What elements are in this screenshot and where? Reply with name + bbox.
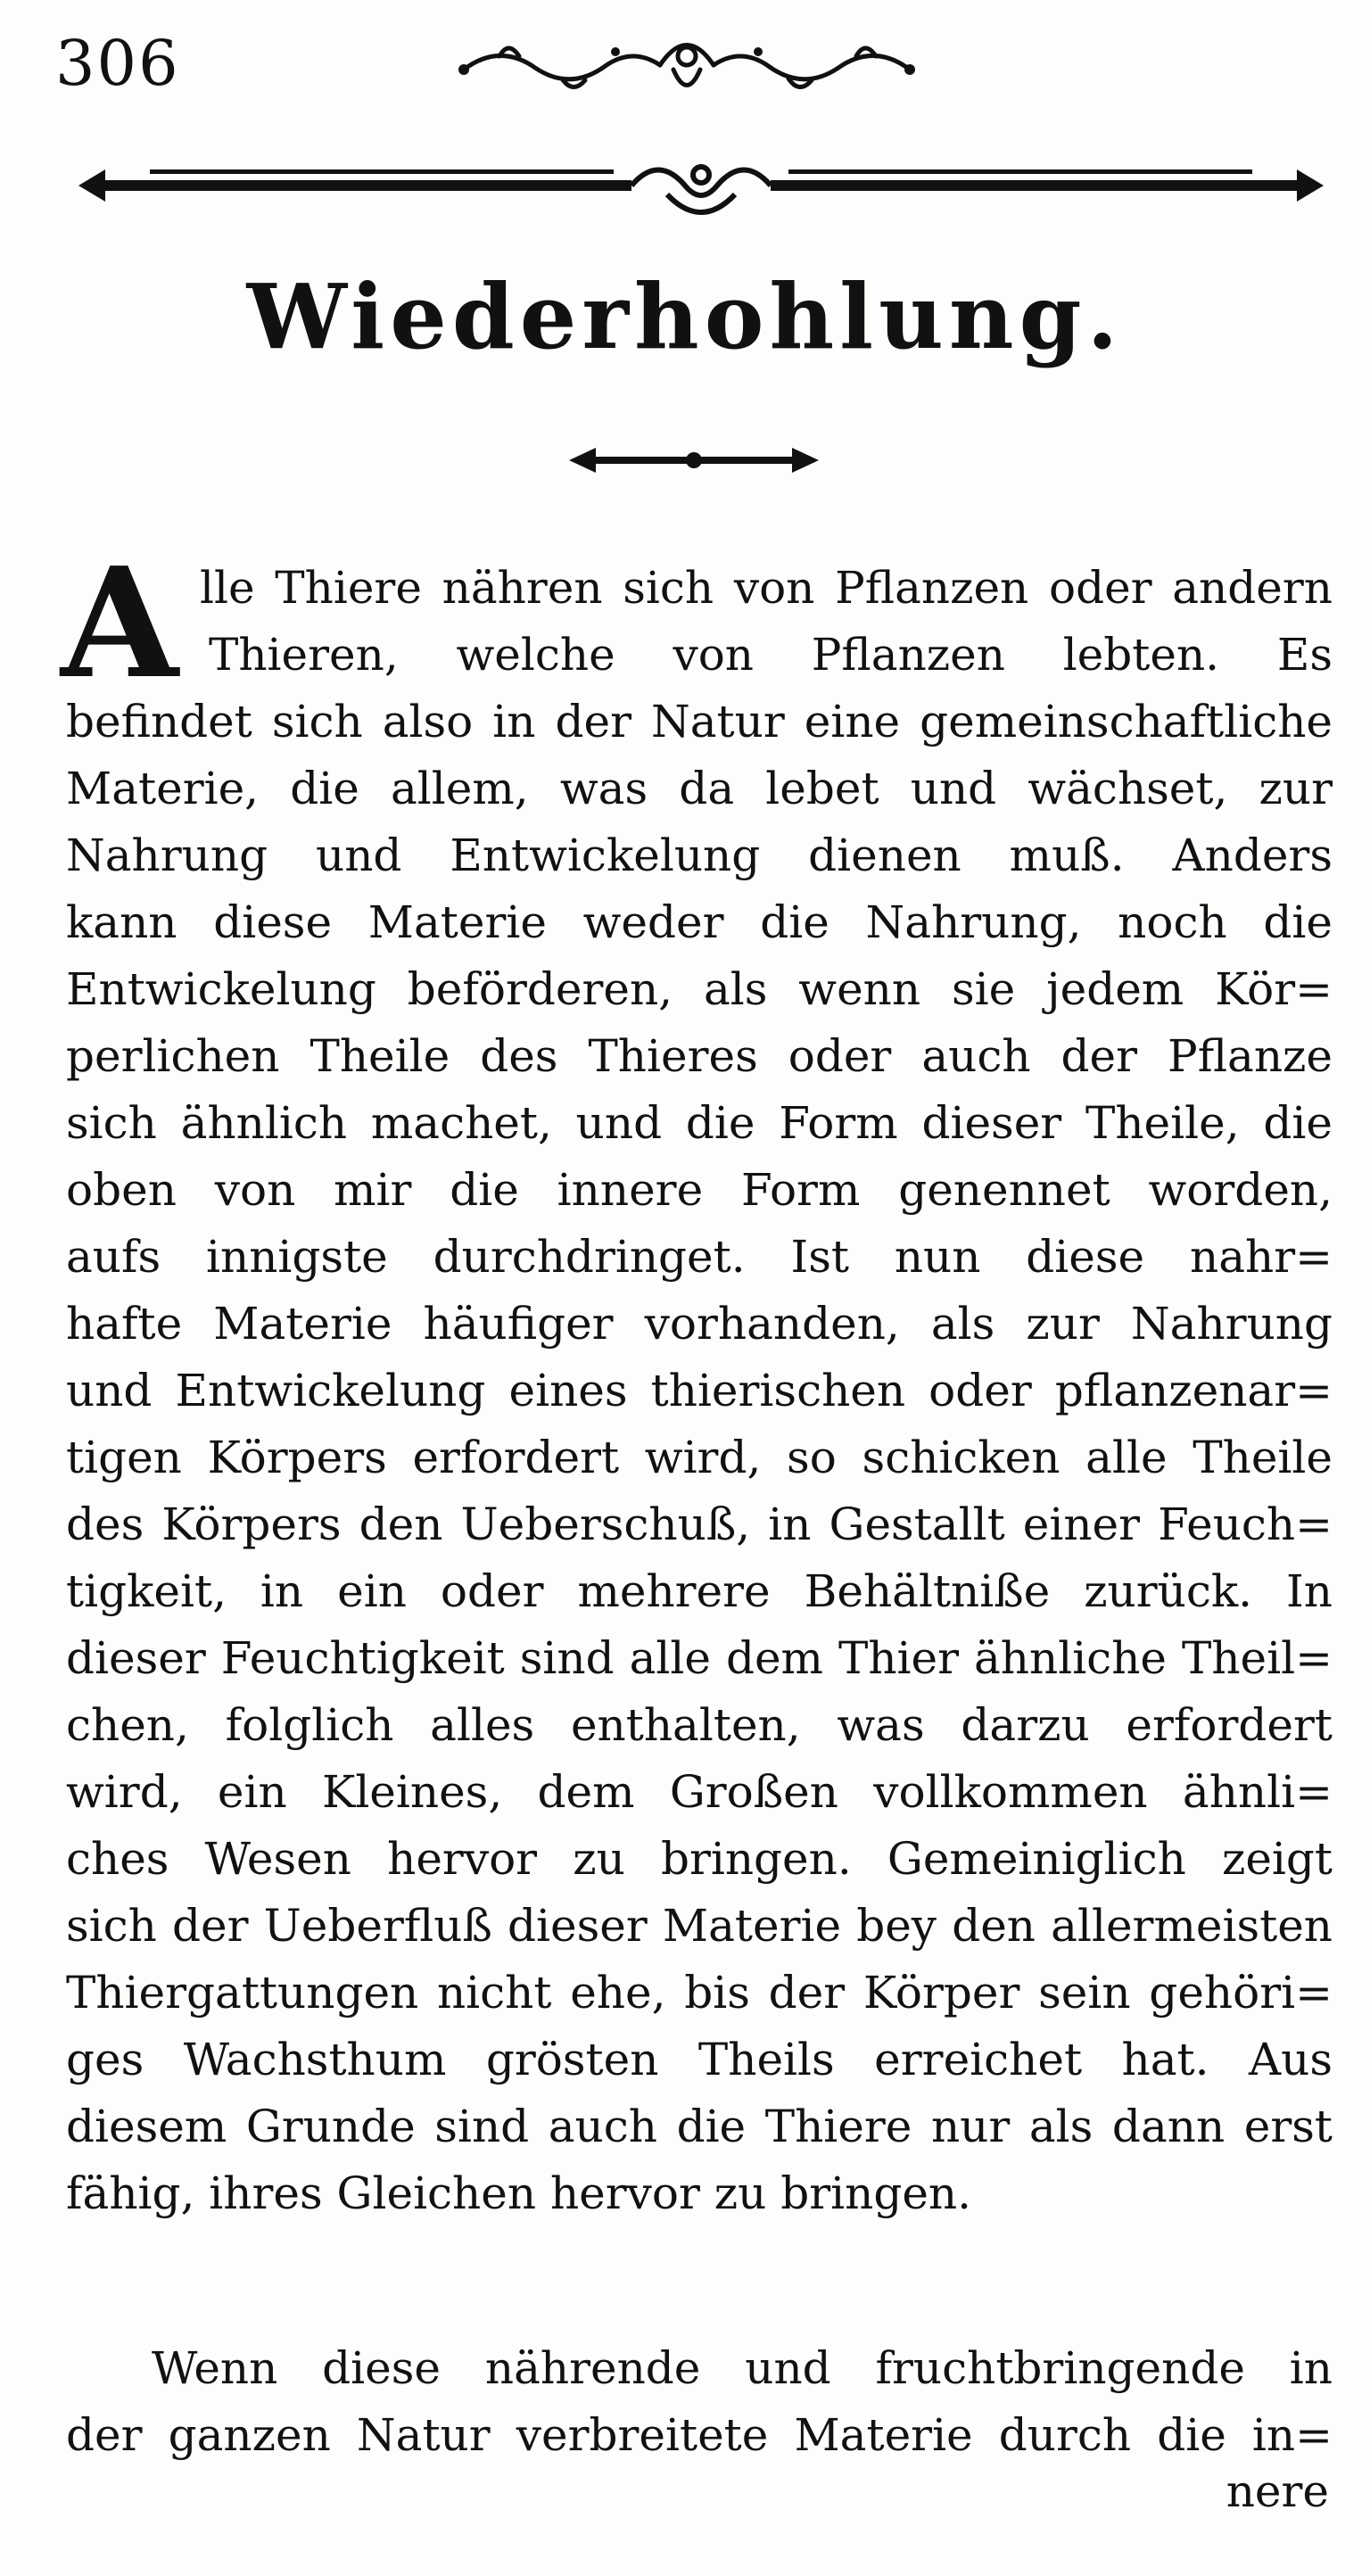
catchword: nere: [1226, 2465, 1329, 2517]
text-line: kann diese Materie weder die Nahrung, noch die: [66, 896, 1333, 948]
text-line: Entwickelung beförderen, als wenn sie jedem Kör=: [66, 963, 1333, 1015]
paragraph-2: [66, 2335, 1333, 2469]
decorative-rule-icon: [78, 150, 1324, 221]
title-divider-icon: [569, 435, 819, 485]
text-line: fähig, ihres Gleichen hervor zu bringen.: [66, 2167, 972, 2219]
paragraph-1: [61, 534, 1333, 2227]
text-line: perlichen Theile des Thieres oder auch der Pflanze: [66, 1030, 1333, 1082]
text-line: aufs innigste durchdringet. Ist nun diese nahr=: [66, 1231, 1333, 1283]
text-line: chen, folglich alles enthalten, was darzu erfordert: [66, 1699, 1333, 1751]
text-line: befindet sich also in der Natur eine gemeinschaftliche: [66, 696, 1333, 747]
text-line: wird, ein Kleines, dem Großen vollkommen ähnli=: [66, 1766, 1333, 1818]
text-line: oben von mir die innere Form genennet worden,: [66, 1164, 1333, 1216]
text-line: ches Wesen hervor zu bringen. Gemeiniglich zeigt: [66, 1833, 1333, 1885]
headpiece-ornament-icon: [446, 16, 928, 114]
text-line: sich der Ueberfluß dieser Materie bey den allermeisten: [66, 1900, 1333, 1952]
text-line: tigkeit, in ein oder mehrere Behältniße zurück. In: [66, 1565, 1333, 1617]
text-line: ges Wachsthum grösten Theils erreichet hat. Aus: [66, 2034, 1333, 2085]
text-line: Nahrung und Entwickelung dienen muß. Anders: [66, 830, 1333, 881]
drop-cap: A: [61, 534, 178, 713]
text-line: Thiergattungen nicht ehe, bis der Körper sein gehöri=: [66, 1967, 1333, 2019]
text-line: und Entwickelung eines thierischen oder pflanzenar=: [66, 1365, 1333, 1416]
text-line: dieser Feuchtigkeit sind alle dem Thier ähnliche Theil=: [66, 1632, 1333, 1684]
text-line: sich ähnlich machet, und die Form dieser Theile, die: [66, 1097, 1333, 1149]
text-line: der ganzen Natur verbreitete Materie durch die in=: [66, 2409, 1333, 2461]
text-line: Materie, die allem, was da lebet und wächset, zur: [66, 763, 1333, 814]
text-line: tigen Körpers erfordert wird, so schicken alle Theile: [66, 1432, 1333, 1483]
text-line: lle Thiere nähren sich von Pflanzen oder andern: [200, 562, 1333, 614]
text-line: Wenn diese nährende und fruchtbringende in: [152, 2342, 1333, 2394]
chapter-title: Wiederhohlung.: [246, 264, 1124, 369]
text-line: des Körpers den Ueberschuß, in Gestallt einer Feuch=: [66, 1499, 1333, 1550]
text-line: hafte Materie häufiger vorhanden, als zur Nahrung: [66, 1298, 1333, 1350]
text-line: diesem Grunde sind auch die Thiere nur als dann erst: [66, 2101, 1333, 2152]
text-line: Thieren, welche von Pflanzen lebten. Es: [209, 629, 1333, 681]
page-number: 306: [55, 27, 180, 100]
